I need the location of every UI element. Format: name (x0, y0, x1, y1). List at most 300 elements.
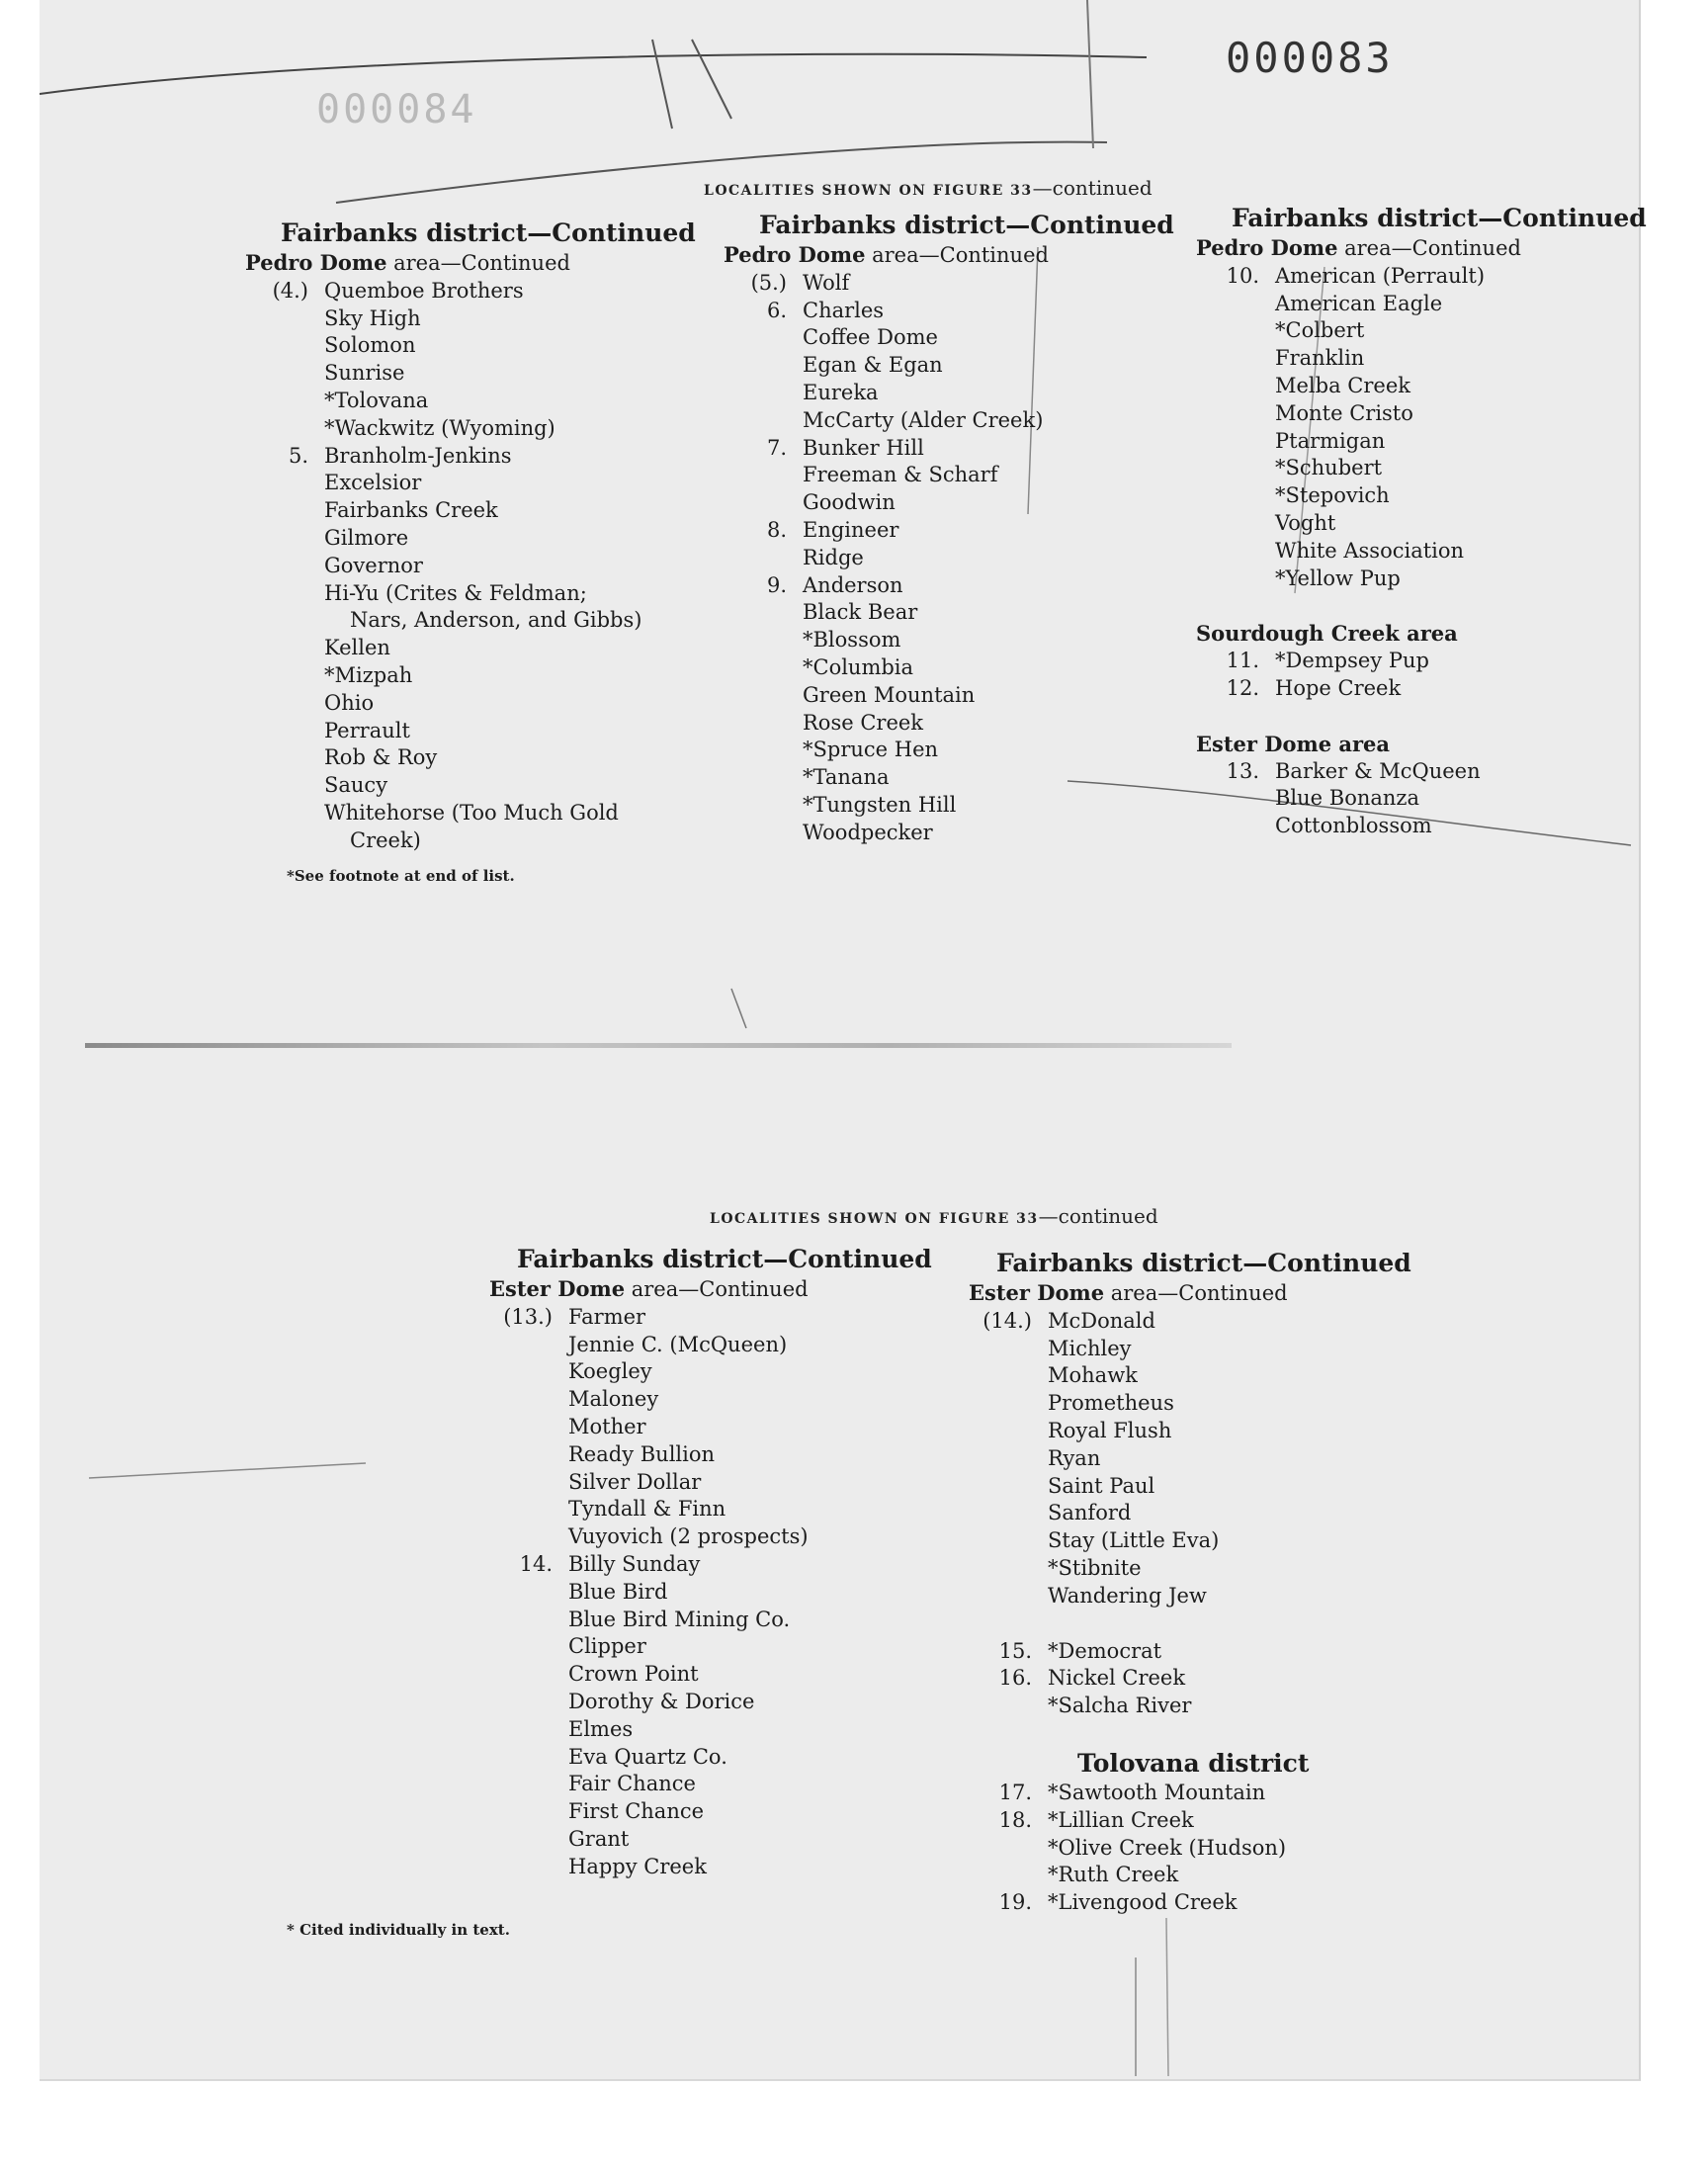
locality-name: *Stibnite (1048, 1555, 1142, 1580)
locality-number: (5.) (750, 270, 787, 295)
locality-name: Sunrise (324, 361, 405, 386)
locality-number (969, 1555, 1048, 1583)
locality-name: Crown Point (568, 1662, 699, 1687)
district-heading: Fairbanks district—Continued (1232, 204, 1647, 232)
locality-number (245, 744, 324, 772)
locality-number (245, 305, 324, 333)
top-column-3 (1196, 203, 1647, 840)
locality-row (489, 1579, 932, 1607)
locality-number (724, 407, 803, 435)
locality-row (1196, 291, 1647, 318)
locality-number (724, 682, 803, 710)
locality-row (1196, 482, 1647, 510)
locality-row (1196, 455, 1647, 482)
locality-row (1196, 510, 1647, 538)
locality-row (1196, 566, 1647, 593)
locality-number (245, 525, 324, 553)
locality-row (1196, 538, 1647, 566)
locality-row (724, 599, 1174, 627)
locality-row (489, 1496, 932, 1523)
locality-name: *Ruth Creek (1048, 1863, 1179, 1887)
locality-row (1196, 263, 1647, 291)
locality-row (245, 525, 696, 553)
locality-list (489, 1304, 932, 1881)
locality-name: Green Mountain (803, 682, 976, 707)
locality-row (969, 1390, 1411, 1418)
ghost-page-number: 000084 (316, 87, 477, 132)
locality-number (489, 1633, 568, 1661)
locality-name: Mother (568, 1414, 646, 1438)
locality-number (969, 1418, 1048, 1445)
locality-number (724, 764, 803, 792)
locality-name: Anderson (803, 572, 903, 597)
locality-name: Excelsior (324, 471, 422, 495)
locality-number (724, 737, 803, 764)
bottom-footnote: * Cited individually in text. (287, 1921, 510, 1939)
locality-number: 6. (766, 298, 787, 322)
locality-number (245, 690, 324, 718)
locality-number (245, 470, 324, 497)
locality-row (969, 1473, 1411, 1501)
locality-number (489, 1826, 568, 1854)
locality-number: 7. (766, 435, 787, 460)
district-heading: Fairbanks district—Continued (759, 211, 1174, 239)
locality-row (724, 407, 1174, 435)
top-footnote: *See footnote at end of list. (287, 867, 515, 885)
locality-name: Coffee Dome (803, 325, 938, 350)
locality-name: Melba Creek (1275, 373, 1410, 397)
locality-row (489, 1304, 932, 1332)
locality-number: 5. (288, 443, 308, 468)
locality-name: Perrault (324, 718, 410, 742)
locality-number (724, 654, 803, 682)
locality-name: *Colbert (1275, 318, 1365, 343)
locality-number (724, 627, 803, 654)
locality-row (969, 1693, 1411, 1720)
locality-name: Saint Paul (1048, 1473, 1155, 1498)
locality-number: 11. (1226, 649, 1259, 673)
locality-number: 10. (1226, 263, 1259, 288)
locality-number (969, 1527, 1048, 1555)
locality-name: White Association (1275, 538, 1465, 563)
locality-row (245, 553, 696, 580)
locality-name: *Salcha River (1048, 1694, 1192, 1718)
locality-name: Monte Cristo (1275, 400, 1413, 425)
locality-name: Ptarmigan (1275, 428, 1386, 453)
locality-number (724, 462, 803, 489)
locality-row (1196, 317, 1647, 345)
locality-name: Farmer (568, 1304, 646, 1329)
locality-name: *Schubert (1275, 456, 1383, 480)
locality-row (489, 1771, 932, 1798)
locality-row (489, 1358, 932, 1386)
locality-row (724, 324, 1174, 352)
locality-row (969, 1583, 1411, 1610)
locality-number (489, 1358, 568, 1386)
locality-number: 17. (998, 1780, 1032, 1804)
locality-number (245, 718, 324, 745)
locality-number (1196, 400, 1275, 428)
locality-name: Nickel Creek (1048, 1666, 1186, 1691)
locality-number (489, 1523, 568, 1551)
locality-number (489, 1771, 568, 1798)
locality-row (245, 470, 696, 497)
locality-number: 8. (766, 517, 787, 542)
locality-name: *Dempsey Pup (1275, 649, 1429, 673)
locality-list (1196, 263, 1647, 593)
locality-name-continued: Nars, Anderson, and Gibbs) (350, 608, 642, 633)
locality-number (489, 1441, 568, 1469)
area-heading-cont: area—Continued (625, 1277, 809, 1301)
locality-number (1196, 345, 1275, 373)
locality-name: Maloney (568, 1387, 659, 1412)
locality-name: Barker & McQueen (1275, 758, 1481, 783)
locality-row (245, 388, 696, 415)
locality-list (724, 270, 1174, 847)
locality-name: Black Bear (803, 600, 918, 625)
locality-name: Jennie C. (McQueen) (568, 1332, 788, 1356)
locality-number (245, 415, 324, 443)
locality-row (969, 1862, 1411, 1889)
locality-name: First Chance (568, 1799, 705, 1824)
area-heading: Pedro Dome (724, 242, 866, 267)
locality-number (724, 710, 803, 738)
locality-row (969, 1336, 1411, 1363)
locality-row (489, 1523, 932, 1551)
locality-name: Woodpecker (803, 820, 933, 844)
locality-name: Gilmore (324, 525, 409, 550)
locality-name: Egan & Egan (803, 353, 943, 378)
locality-row (969, 1362, 1411, 1390)
locality-row (969, 1665, 1411, 1693)
locality-name: Solomon (324, 333, 416, 358)
locality-name: *Wackwitz (Wyoming) (324, 415, 555, 440)
area-heading: Pedro Dome (1196, 235, 1338, 260)
locality-name: Tyndall & Finn (568, 1497, 726, 1522)
district-heading: Fairbanks district—Continued (996, 1249, 1411, 1277)
locality-number (1196, 538, 1275, 566)
locality-number: 16. (998, 1666, 1032, 1691)
locality-name: Voght (1275, 510, 1336, 535)
locality-row (724, 545, 1174, 572)
locality-name: Fairbanks Creek (324, 498, 498, 523)
locality-name: Blue Bird (568, 1579, 668, 1604)
locality-row (724, 462, 1174, 489)
locality-row (1196, 813, 1647, 840)
tolovana-list (969, 1780, 1411, 1917)
top-caption-text: LOCALITIES SHOWN ON FIGURE 33 (704, 183, 1033, 199)
locality-row (724, 792, 1174, 820)
locality-row (969, 1835, 1411, 1863)
locality-name: American Eagle (1275, 291, 1443, 315)
bottom-caption (710, 1204, 1158, 1228)
locality-number (489, 1386, 568, 1414)
locality-number (489, 1607, 568, 1634)
district-heading: Fairbanks district—Continued (281, 218, 696, 247)
bottom-caption-cont: —continued (1038, 1204, 1158, 1228)
locality-name: Grant (568, 1826, 630, 1851)
locality-row (724, 380, 1174, 407)
locality-name: Goodwin (803, 490, 896, 515)
locality-number: 18. (998, 1807, 1032, 1832)
locality-row (489, 1689, 932, 1716)
locality-row (724, 572, 1174, 600)
locality-name: Ryan (1048, 1445, 1101, 1470)
locality-name: Dorothy & Dorice (568, 1689, 755, 1713)
locality-name: Silver Dollar (568, 1469, 702, 1494)
page-number: 000083 (1226, 34, 1394, 82)
locality-row (724, 270, 1174, 298)
locality-name: Cottonblossom (1275, 814, 1432, 838)
locality-number (1196, 291, 1275, 318)
locality-name: Vuyovich (2 prospects) (568, 1524, 809, 1549)
locality-row (489, 1716, 932, 1744)
locality-number: 13. (1226, 758, 1259, 783)
locality-number (969, 1362, 1048, 1390)
locality-number (969, 1445, 1048, 1473)
locality-number (724, 545, 803, 572)
locality-row (724, 298, 1174, 325)
locality-row (969, 1889, 1411, 1917)
locality-number (969, 1583, 1048, 1610)
locality-number (245, 388, 324, 415)
locality-number (724, 792, 803, 820)
locality-row (969, 1445, 1411, 1473)
top-column-2 (724, 210, 1174, 847)
locality-name: *Lillian Creek (1048, 1807, 1194, 1832)
locality-row (489, 1661, 932, 1689)
locality-row (245, 635, 696, 662)
locality-row (1196, 345, 1647, 373)
locality-row (724, 820, 1174, 847)
locality-row (969, 1555, 1411, 1583)
locality-number (245, 497, 324, 525)
locality-row (489, 1414, 932, 1441)
page-divider-strip (85, 1043, 1232, 1048)
locality-number (489, 1716, 568, 1744)
locality-row (245, 278, 696, 305)
locality-number: 15. (998, 1638, 1032, 1663)
locality-number (245, 580, 324, 608)
area-heading-cont: area—Continued (1104, 1281, 1288, 1305)
locality-number (969, 1336, 1048, 1363)
locality-number (245, 772, 324, 800)
locality-row (489, 1607, 932, 1634)
locality-number: 12. (1226, 675, 1259, 700)
locality-name: Governor (324, 553, 423, 577)
locality-row (1196, 373, 1647, 400)
locality-number (245, 662, 324, 690)
locality-name: *Democrat (1048, 1638, 1162, 1663)
locality-name: Eva Quartz Co. (568, 1744, 727, 1769)
locality-row (245, 443, 696, 471)
locality-number: 9. (766, 572, 787, 597)
locality-number (1196, 428, 1275, 456)
locality-row (489, 1633, 932, 1661)
locality-number (969, 1500, 1048, 1527)
locality-row (724, 352, 1174, 380)
locality-number (489, 1469, 568, 1497)
locality-name: Bunker Hill (803, 435, 924, 460)
locality-row (245, 497, 696, 525)
locality-number (489, 1661, 568, 1689)
locality-name: Royal Flush (1048, 1418, 1172, 1442)
locality-name: Sanford (1048, 1501, 1132, 1525)
locality-name: Freeman & Scharf (803, 463, 998, 487)
locality-name: Branholm-Jenkins (324, 443, 512, 468)
locality-row (1196, 648, 1647, 675)
locality-row (245, 360, 696, 388)
locality-name: Saucy (324, 773, 388, 798)
locality-name: Happy Creek (568, 1854, 707, 1878)
locality-row (245, 744, 696, 772)
locality-number (969, 1835, 1048, 1863)
locality-name: Blue Bonanza (1275, 786, 1420, 811)
locality-name: Michley (1048, 1336, 1132, 1360)
area-heading: Ester Dome (969, 1280, 1105, 1305)
locality-name: Stay (Little Eva) (1048, 1528, 1220, 1553)
bottom-column-2 (969, 1248, 1411, 1917)
locality-row (489, 1332, 932, 1359)
locality-name: Sky High (324, 305, 421, 330)
locality-number (969, 1390, 1048, 1418)
tolovana-district-heading: Tolovana district (1077, 1748, 1310, 1778)
area-heading-cont: area—Continued (865, 243, 1049, 267)
locality-name: *Yellow Pup (1275, 566, 1401, 590)
bottom-caption-text: LOCALITIES SHOWN ON FIGURE 33 (710, 1211, 1039, 1227)
locality-name-continued: Creek) (350, 827, 421, 852)
bottom-column-1 (489, 1244, 932, 1881)
locality-name: Mohawk (1048, 1363, 1138, 1388)
locality-list (969, 1308, 1411, 1610)
locality-number: (13.) (503, 1304, 553, 1329)
locality-name: *Spruce Hen (803, 738, 939, 762)
locality-row (245, 662, 696, 690)
locality-name: McCarty (Alder Creek) (803, 407, 1044, 432)
locality-row (969, 1807, 1411, 1835)
locality-name: *Mizpah (324, 662, 413, 687)
locality-row (724, 710, 1174, 738)
locality-row (1196, 675, 1647, 703)
ester-list (1196, 758, 1647, 840)
locality-row (489, 1551, 932, 1579)
locality-row (969, 1308, 1411, 1336)
locality-name: Franklin (1275, 346, 1365, 371)
locality-number (724, 380, 803, 407)
locality-row (1196, 400, 1647, 428)
area-heading-cont: area—Continued (386, 251, 570, 275)
sourdough-list (1196, 648, 1647, 703)
locality-name: *Olive Creek (Hudson) (1048, 1835, 1287, 1860)
district-heading: Fairbanks district—Continued (517, 1245, 932, 1273)
locality-row (245, 305, 696, 333)
locality-row (1196, 758, 1647, 786)
locality-number (1196, 317, 1275, 345)
area-heading: Pedro Dome (245, 250, 387, 275)
locality-row (1196, 785, 1647, 813)
locality-number (724, 352, 803, 380)
locality-number: (4.) (272, 278, 308, 303)
locality-name: Rose Creek (803, 710, 924, 735)
locality-number (724, 324, 803, 352)
locality-row (245, 415, 696, 443)
locality-number (969, 1473, 1048, 1501)
locality-number (1196, 566, 1275, 593)
locality-number (489, 1332, 568, 1359)
locality-row (245, 580, 696, 608)
sourdough-area-heading: Sourdough Creek area (1196, 621, 1458, 647)
locality-row (724, 764, 1174, 792)
locality-name: *Blossom (803, 628, 901, 652)
locality-row (489, 1798, 932, 1826)
locality-name: Wandering Jew (1048, 1583, 1207, 1608)
locality-row (245, 718, 696, 745)
locality-list (245, 278, 696, 855)
locality-number (489, 1854, 568, 1881)
top-column-1 (245, 218, 696, 855)
locality-row (489, 1469, 932, 1497)
locality-number (245, 553, 324, 580)
locality-name: *Stepovich (1275, 483, 1390, 508)
locality-row (724, 517, 1174, 545)
locality-row (724, 654, 1174, 682)
area-heading-cont: area—Continued (1337, 236, 1521, 260)
locality-number: 19. (998, 1890, 1032, 1915)
misc-locality-list (969, 1638, 1411, 1720)
locality-row (724, 489, 1174, 517)
locality-row (489, 1386, 932, 1414)
locality-name: Engineer (803, 517, 899, 542)
locality-number (245, 332, 324, 360)
top-caption-cont: —continued (1032, 176, 1153, 200)
locality-name: *Tolovana (324, 388, 429, 412)
locality-row (245, 772, 696, 800)
locality-number (1196, 455, 1275, 482)
locality-name: *Columbia (803, 654, 914, 679)
locality-row (724, 435, 1174, 463)
area-heading: Ester Dome (489, 1276, 626, 1301)
locality-name: Ohio (324, 690, 375, 715)
locality-row (969, 1638, 1411, 1666)
locality-name: Kellen (324, 636, 390, 660)
locality-name: Billy Sunday (568, 1551, 701, 1576)
locality-number (1196, 482, 1275, 510)
locality-name: Whitehorse (Too Much Gold (324, 800, 619, 825)
locality-number (724, 489, 803, 517)
locality-number (1196, 785, 1275, 813)
locality-number (969, 1862, 1048, 1889)
locality-name: Hi-Yu (Crites & Feldman; (324, 580, 587, 605)
locality-row (245, 332, 696, 360)
locality-number (245, 360, 324, 388)
locality-row (724, 737, 1174, 764)
locality-row (969, 1500, 1411, 1527)
locality-row (489, 1854, 932, 1881)
locality-number (489, 1496, 568, 1523)
locality-name: McDonald (1048, 1308, 1155, 1333)
locality-name: Quemboe Brothers (324, 278, 524, 303)
locality-name: American (Perrault) (1275, 263, 1486, 288)
locality-number (969, 1693, 1048, 1720)
locality-name: *Sawtooth Mountain (1048, 1780, 1266, 1804)
locality-row (1196, 428, 1647, 456)
locality-row (969, 1418, 1411, 1445)
locality-number (489, 1744, 568, 1772)
locality-name: Koegley (568, 1359, 652, 1384)
locality-row (489, 1441, 932, 1469)
top-caption (704, 176, 1153, 200)
locality-name: Fair Chance (568, 1772, 696, 1796)
